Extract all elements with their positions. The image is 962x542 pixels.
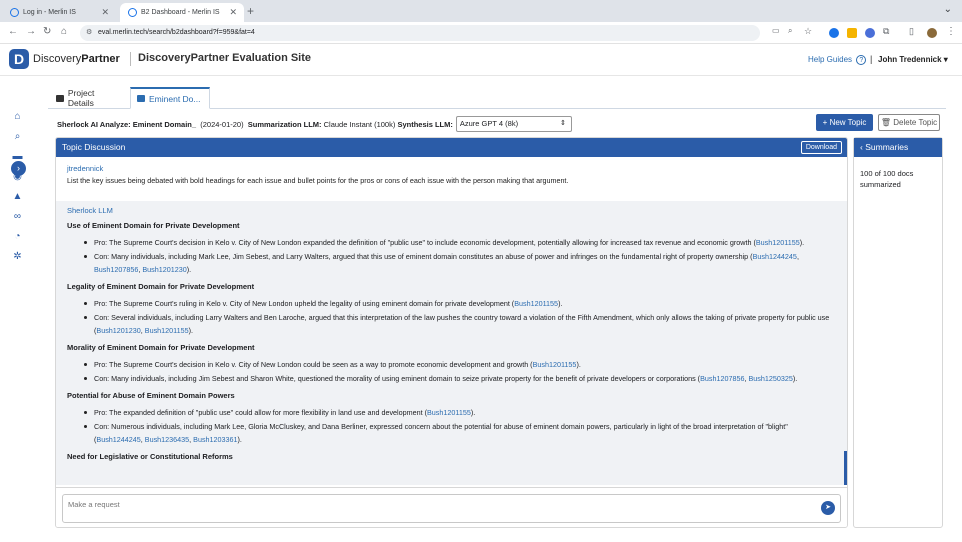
document-link[interactable]: Bush1207856 <box>94 265 139 274</box>
browser-tab-login[interactable] <box>2 3 116 22</box>
issue-list <box>67 221 836 461</box>
browser-tab-dashboard[interactable] <box>120 3 244 22</box>
search-icon[interactable]: ⌕ <box>14 131 21 142</box>
summarization-label: Summarization LLM: <box>247 119 322 129</box>
back-icon[interactable]: ← <box>8 26 18 37</box>
brand-regular: Discovery <box>33 53 82 65</box>
analysis-toolbar <box>57 115 947 133</box>
summarization-value: Claude Instant (100k) <box>323 119 396 129</box>
tab-label: Project Details <box>67 88 95 108</box>
message-text: List the key issues being debated with bold headings for each issue and bullet points for the pros or cons of each issue with the person making that argument. <box>67 176 569 185</box>
argument-bullet: Con: Many individuals, including Mark Lee, Jim Sebest, and Larry Walters, argued that this use of eminent domain constitutes an abuse of power and infringes on the fundamental right of property ownership (Bush1244245, Bush1207856, Bush1201230). <box>94 250 836 276</box>
brand-name <box>33 53 120 65</box>
issue-bullets <box>94 406 836 446</box>
tab-title: Log in - Merlin IS <box>23 9 76 16</box>
document-link[interactable]: Bush1201155 <box>514 299 559 308</box>
trash-icon: 🗑 <box>880 118 892 127</box>
summaries-header[interactable] <box>854 138 942 157</box>
extensions-puzzle-icon[interactable]: ⧉ <box>883 26 890 36</box>
tab-label: Eminent Do... <box>149 93 201 104</box>
main-tabs <box>48 84 946 109</box>
home-icon[interactable]: ⌂ <box>14 111 21 122</box>
help-label: Help Guides <box>808 55 853 64</box>
document-link[interactable]: Bush1201155 <box>427 408 471 417</box>
download-button[interactable]: Download <box>801 141 842 154</box>
nav-expand-icon[interactable]: › <box>11 161 26 176</box>
cast-icon[interactable]: ▭ <box>772 26 780 35</box>
argument-bullet: Pro: The Supreme Court's decision in Kelo v. City of New London could be seen as a way to promote economic development and growth (Bush1201155). <box>94 358 836 371</box>
document-link[interactable]: Bush1201155 <box>755 238 800 247</box>
chart-pie-icon[interactable]: ◔ <box>14 231 21 242</box>
select-arrows-icon: ⇕ <box>560 120 566 127</box>
document-link[interactable]: Bush1244245 <box>752 252 797 261</box>
reload-icon[interactable]: ↻ <box>43 26 52 37</box>
bookmark-star-icon[interactable]: ☆ <box>804 26 813 36</box>
left-nav <box>0 77 34 542</box>
document-link[interactable]: Bush1201155 <box>144 326 189 335</box>
request-input[interactable]: Make a request <box>62 494 841 523</box>
close-icon[interactable]: ✕ <box>229 7 237 17</box>
help-icon: ? <box>856 55 866 65</box>
issue-bullets <box>94 236 836 276</box>
delete-topic-button[interactable] <box>878 114 940 131</box>
user-menu[interactable]: John Tredennick ▾ <box>878 55 948 64</box>
issue-heading: Need for Legislative or Constitutional Reforms <box>67 452 233 461</box>
message-author: Sherlock LLM <box>67 206 113 215</box>
help-guides-link[interactable] <box>808 55 866 65</box>
profile-avatar[interactable] <box>927 28 937 38</box>
document-link[interactable]: Bush1201230 <box>142 265 187 274</box>
extension-icon[interactable] <box>847 28 857 38</box>
layers-icon <box>137 95 145 102</box>
issue-bullets <box>94 297 836 337</box>
address-bar[interactable] <box>80 25 760 41</box>
synthesis-value: Azure GPT 4 (8k) <box>459 119 519 128</box>
document-link[interactable]: Bush1250325 <box>748 374 793 383</box>
link-icon[interactable]: ∞ <box>13 211 22 222</box>
zoom-icon[interactable]: ⌕ <box>788 26 793 35</box>
forward-icon[interactable]: → <box>26 26 36 37</box>
scrollbar[interactable] <box>844 451 847 485</box>
document-link[interactable]: Bush1236435 <box>144 435 190 444</box>
extension-icon[interactable] <box>865 28 875 38</box>
new-topic-button[interactable]: + New Topic <box>816 114 873 131</box>
favicon-icon <box>10 8 19 17</box>
summaries-status: 100 of 100 docs summarized <box>860 169 914 189</box>
panel-header <box>56 138 847 157</box>
argument-bullet: Con: Many individuals, including Jim Sebest and Sharon White, questioned the morality of using eminent domain to seize private property for the benefit of private developers or corporations (Bush1207856, Bush1250325). <box>94 372 836 385</box>
llm-message <box>56 201 847 485</box>
topic-discussion-panel <box>55 137 848 528</box>
new-topic-label: New Topic <box>829 118 867 127</box>
issue-heading: Morality of Eminent Domain for Private Development <box>67 343 255 352</box>
tab-search-chevron-icon[interactable]: ⌄ <box>943 4 952 15</box>
user-name: John Tredennick <box>878 55 942 64</box>
tab-project-details[interactable] <box>50 87 128 109</box>
user-message <box>56 157 847 201</box>
analyze-label: Sherlock AI Analyze: Eminent Domain_ <box>57 119 197 129</box>
issue-heading: Legality of Eminent Domain for Private Development <box>67 282 255 291</box>
argument-bullet: Pro: The Supreme Court's ruling in Kelo v. City of New London upheld the legality of using eminent domain for private development (Bush1201155). <box>94 297 836 310</box>
send-icon[interactable]: ➤ <box>821 501 835 515</box>
delete-topic-label: Delete Topic <box>893 118 938 127</box>
argument-bullet: Pro: The expanded definition of "public use" could allow for more flexibility in land use and development (Bush1201155). <box>94 406 836 419</box>
new-tab-icon[interactable]: + <box>247 4 255 18</box>
argument-bullet: Pro: The Supreme Court's decision in Kelo v. City of New London expanded the definition of "public use" to include economic development, potentially allowing for increased tax revenue and economic growth (Bush1201155). <box>94 236 836 249</box>
tab-title: B2 Dashboard - Merlin IS <box>141 9 220 16</box>
issue-heading: Use of Eminent Domain for Private Development <box>67 221 240 230</box>
divider: | <box>870 54 873 64</box>
summaries-panel <box>853 137 943 528</box>
brand-bold: Partner <box>81 53 120 65</box>
synthesis-llm-select[interactable] <box>456 116 572 132</box>
thumbs-up-icon[interactable]: ▲ <box>12 191 23 202</box>
summaries-title: Summaries <box>865 142 909 152</box>
message-author[interactable]: jtredennick <box>67 164 104 173</box>
chevron-left-icon: ‹ <box>860 142 863 152</box>
request-bar <box>56 487 848 528</box>
argument-bullet: Con: Numerous individuals, including Mark Lee, Gloria McCluskey, and Dana Berliner, expressed concern about the potential for abuse of eminent domain powers, particularly in light of the broad interpretation of "blight" (Bush1244245, Bush1236435, Bush1203361). <box>94 420 836 446</box>
tab-eminent-domain[interactable] <box>130 87 210 109</box>
panel-title: Topic Discussion <box>62 142 126 152</box>
issue-heading: Potential for Abuse of Eminent Domain Powers <box>67 391 235 400</box>
discoverypartner-logo: D <box>9 49 29 69</box>
address-toolbar <box>0 22 962 44</box>
document-link[interactable]: Bush1201230 <box>96 326 141 335</box>
synthesis-label: Synthesis LLM: <box>397 119 453 129</box>
document-link[interactable]: Bush1244245 <box>96 435 141 444</box>
brain-icon[interactable]: ◉ <box>13 171 22 182</box>
briefcase-icon <box>56 95 64 102</box>
document-link[interactable]: Bush1203361 <box>193 435 238 444</box>
issue-bullets <box>94 358 836 385</box>
analysis-date: (2024-01-20) <box>200 119 244 129</box>
folder-icon[interactable]: ▬ <box>12 151 23 162</box>
extension-icon[interactable] <box>829 28 839 38</box>
site-title: DiscoveryPartner Evaluation Site <box>130 52 311 66</box>
site-info-icon[interactable]: ⚙ <box>86 29 93 36</box>
document-link[interactable]: Bush1201155 <box>532 360 577 369</box>
menu-icon[interactable]: ⋮ <box>946 26 956 37</box>
document-link[interactable]: Bush1207856 <box>700 374 745 383</box>
home-icon[interactable]: ⌂ <box>61 26 68 37</box>
argument-bullet: Con: Several individuals, including Larry Walters and Ben Laroche, argued that this interpretation of the law pushes the country toward a violation of the Fifth Amendment, which only allows the taking of private property for public use (Bush1201230, Bush1201155). <box>94 311 836 337</box>
sidebar-icon[interactable]: ▯ <box>909 26 914 36</box>
url-text: eval.merlin.tech/search/b2dashboard?f=959&fat=4 <box>98 29 255 36</box>
favicon-icon <box>128 8 137 17</box>
gear-icon[interactable]: ✲ <box>13 251 22 262</box>
browser-tabstrip <box>0 0 962 22</box>
close-icon[interactable]: ✕ <box>101 7 109 17</box>
